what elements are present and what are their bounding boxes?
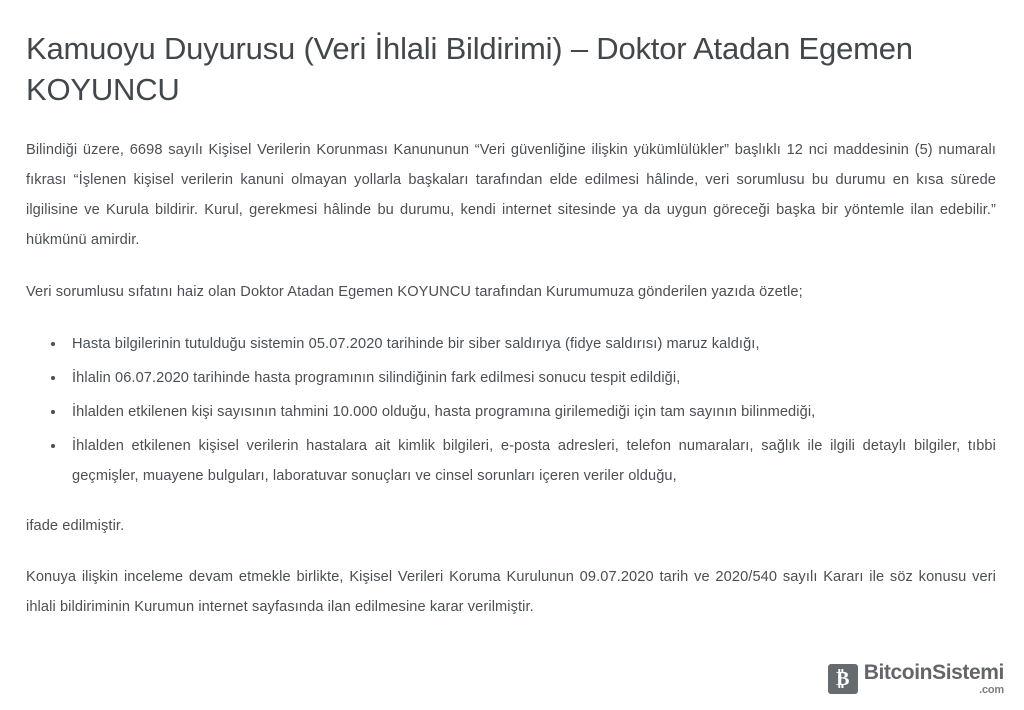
paragraph-notification-intro: Veri sorumlusu sıfatını haiz olan Doktor Atadan Egemen KOYUNCU tarafından Kurumumuza gönderilen yazıda özetle;	[26, 284, 803, 301]
site-watermark	[828, 662, 1004, 696]
bitcoin-icon: ₿	[828, 664, 858, 694]
page-title: Kamuoyu Duyurusu (Veri İhlali Bildirimi) – Doktor Atadan Egemen KOYUNCU	[26, 31, 913, 108]
paragraph-closing-statement: ifade edilmiştir.	[26, 517, 125, 534]
paragraph-legal-basis: Bilindiği üzere, 6698 sayılı Kişisel Verilerin Korunması Kanununun “Veri güvenliğine ilişkin yükümlülükler” başlıklı 12 nci maddesinin (5) numaralı fıkrası “İşlenen kişisel verilerin kanuni olmayan yollarla başkaları tarafından elde edilmesi hâlinde, veri sorumlusu bu durumu en kısa sürede ilgilisine ve Kurula bildirir. Kurul, gerekmesi hâlinde bu durumu, kendi internet sitesinde ya da uygun göreceği başka bir yöntemle ilan edebilir.” hükmünü amirdir.	[26, 142, 996, 249]
watermark-site-tld: .com	[979, 684, 1004, 696]
watermark-site-name: BitcoinSistemi	[863, 661, 1004, 684]
list-item: • Hasta bilgilerinin tutulduğu sistemin 05.07.2020 tarihinde bir siber saldırıya (fidye saldırısı) maruz kaldığı,	[66, 330, 996, 360]
paragraph-board-decision: Konuya ilişkin inceleme devam etmekle birlikte, Kişisel Verileri Koruma Kurulunun 09.07.2020 tarih ve 2020/540 sayılı Kararı ile söz konusu veri ihlali bildiriminin Kurumun internet sayfasında ilan edilmesine karar verilmiştir.	[26, 569, 996, 616]
watermark-text	[864, 662, 1004, 696]
breach-details-list	[26, 330, 996, 492]
list-item: • İhlalin 06.07.2020 tarihinde hasta programının silindiğinin fark edilmesi sonucu tespit edildiği,	[66, 364, 996, 394]
list-item: • İhlalden etkilenen kişisel verilerin hastalara ait kimlik bilgileri, e-posta adresleri, telefon numaraları, sağlık ile ilgili detaylı bilgiler, tıbbi geçmişler, muayene bulguları, laboratuvar sonuçları ve cinsel sorunları içeren veriler olduğu,	[66, 432, 996, 492]
list-item: • İhlalden etkilenen kişi sayısının tahmini 10.000 olduğu, hasta programına girilemediği için tam sayının bilinmediği,	[66, 398, 996, 428]
